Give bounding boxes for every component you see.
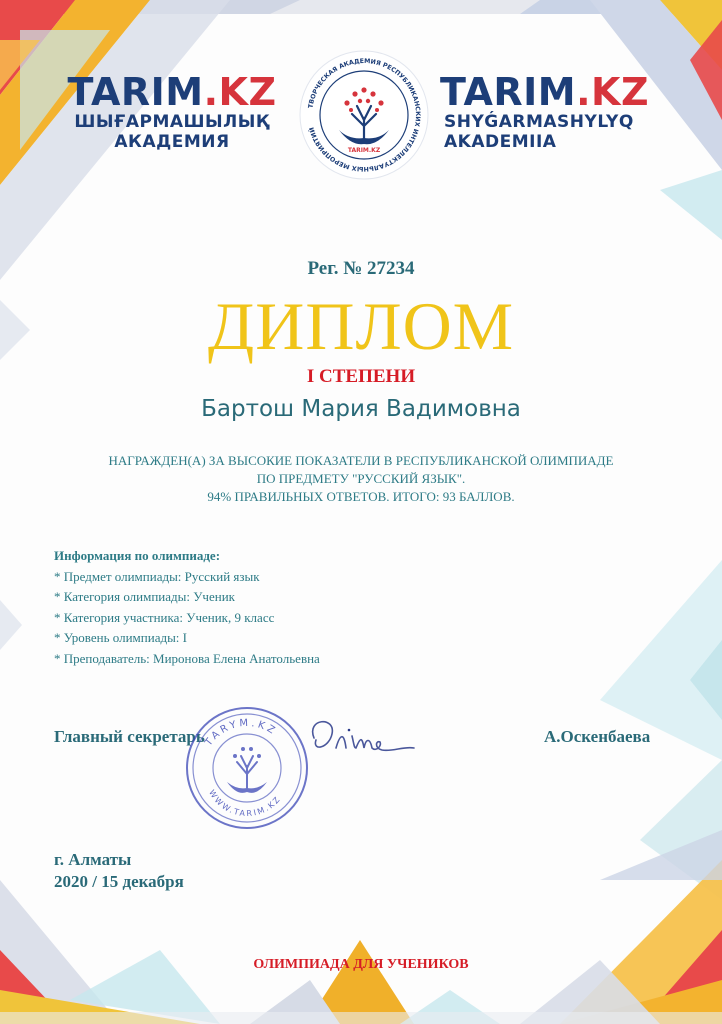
signer-name: А.Оскенбаева	[544, 727, 651, 746]
diploma-title: ДИПЛОМ	[207, 288, 515, 364]
handwritten-signature	[296, 708, 416, 768]
stamp-tree-icon	[227, 747, 267, 793]
award-text	[40, 452, 682, 506]
logo-right-wordmark	[440, 72, 660, 112]
logo-left-wordmark	[62, 72, 282, 112]
logo-left-sub2: АКАДЕМИЯ	[114, 132, 230, 152]
award-line: ПО ПРЕДМЕТУ "РУССКИЙ ЯЗЫК".	[256, 471, 466, 486]
info-heading: Информация по олимпиаде:	[54, 548, 221, 563]
footer-caption: ОЛИМПИАДА ДЛЯ УЧЕНИКОВ	[253, 957, 469, 972]
recipient-name: Бартош Мария Вадимовна	[201, 396, 521, 422]
info-item: * Категория участника: Ученик, 9 класс	[54, 609, 275, 625]
info-item: * Категория олимпиады: Ученик	[54, 589, 235, 604]
emblem-center-label: TARIM.KZ	[347, 147, 381, 154]
place-date	[54, 849, 184, 893]
logo-left-kz: .KZ	[203, 70, 277, 114]
signer-role: Главный секретарь	[54, 727, 205, 746]
stamp-top-text: TARYM.KZ	[203, 717, 279, 749]
stamp-bottom-text: WWW.TARIM.KZ	[207, 788, 283, 819]
logo-left	[62, 72, 282, 152]
registration-number: Рег. № 27234	[307, 258, 415, 279]
svg-text:TARYM.KZ	[203, 718, 279, 749]
info-item: * Уровень олимпиады: I	[54, 630, 188, 645]
award-line: 94% ПРАВИЛЬНЫХ ОТВЕТОВ. ИТОГО: 93 БАЛЛОВ.	[207, 489, 515, 504]
logo-left-tarim: TARIM	[67, 70, 204, 114]
city: г. Алматы	[54, 850, 132, 869]
logo-right-sub1: SHYǴARMASHYLYQ	[444, 112, 634, 132]
academy-emblem	[297, 48, 431, 182]
olympiad-info	[54, 546, 320, 669]
logo-right-sub2: AKADEMIIA	[444, 132, 557, 152]
emblem-ring-text: ТВОРЧЕСКАЯ АКАДЕМИЯ РЕСПУБЛИКАНСКИХ ИНТЕЛЛЕКТУАЛЬНЫХ МЕРОПРИЯТИЙ	[307, 57, 422, 173]
official-stamp	[183, 704, 311, 832]
logo-right-tarim: TARIM	[440, 70, 577, 114]
logo-right	[440, 72, 660, 152]
logo-left-sub1: ШЫҒАРМАШЫЛЫҚ	[74, 112, 270, 132]
info-item: * Предмет олимпиады: Русский язык	[54, 568, 260, 584]
info-item: * Преподаватель: Миронова Елена Анатольевна	[54, 650, 320, 666]
date: 2020 / 15 декабря	[54, 872, 184, 891]
award-line: НАГРАЖДЕН(А) ЗА ВЫСОКИЕ ПОКАЗАТЕЛИ В РЕСПУБЛИКАНСКОЙ ОЛИМПИАДЕ	[108, 453, 614, 468]
diploma-degree: I СТЕПЕНИ	[306, 366, 416, 387]
logo-right-kz: .KZ	[576, 70, 650, 114]
